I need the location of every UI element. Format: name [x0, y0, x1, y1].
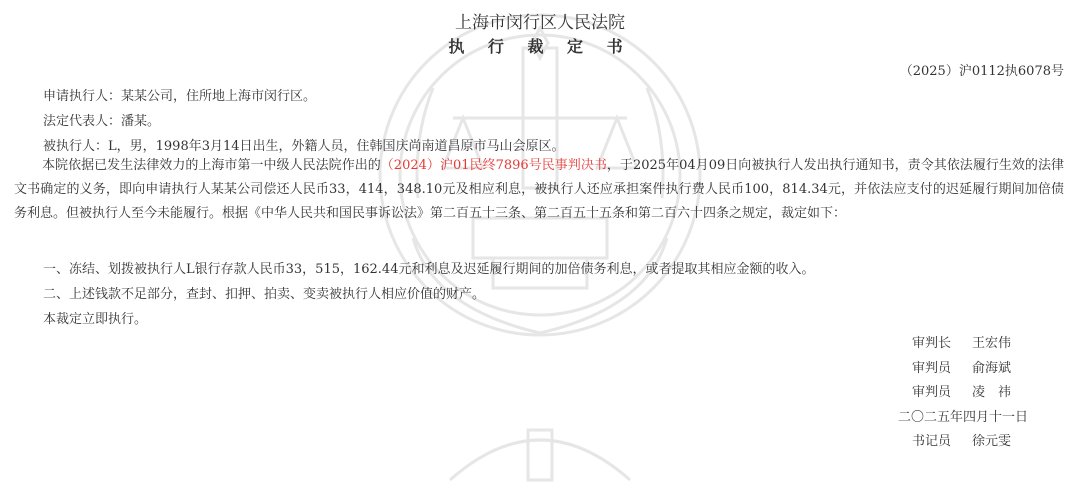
body-text-1: 本院依据已发生法律效力的上海市第一中级人民法院作出的	[42, 158, 381, 173]
court-name: 上海市闵行区人民法院	[455, 13, 625, 33]
legal-rep-line: 法定代表人：潘某。	[43, 114, 161, 129]
clerk-row	[912, 430, 1028, 449]
signatory-name: 俞海斌	[972, 361, 1012, 376]
clerk-name: 徐元雯	[972, 434, 1012, 449]
document-type: 执 行 裁 定 书	[448, 37, 632, 56]
signatory-row	[912, 381, 1028, 400]
signatory-name: 凌 祎	[972, 385, 1012, 400]
signatory-name: 王宏伟	[972, 336, 1012, 351]
ruling-item-2: 二、上述钱款不足部分，查封、扣押、拍卖、变卖被执行人相应价值的财产。	[43, 287, 486, 302]
ruling-item-1: 一、冻结、划拨被执行人L银行存款人民币33，515，162.44元和利息及迟延履行期间的加倍债务利息，或者提取其相应金额的收入。	[43, 262, 815, 277]
body-paragraph	[14, 154, 1064, 227]
signatory-row	[912, 357, 1028, 376]
signatory-role: 审判员	[912, 361, 952, 376]
judgment-reference: （2024）沪01民终7896号民事判决书	[380, 158, 607, 173]
signatory-role: 审判长	[912, 336, 952, 351]
applicant-line: 申请执行人：某某公司，住所地上海市闵行区。	[43, 89, 317, 104]
respondent-line: 被执行人：L，男，1998年3月14日出生，外籍人员，住韩国庆尚南道昌原市马山会原区。	[43, 139, 565, 154]
ruling-effect: 本裁定立即执行。	[43, 312, 148, 327]
signatory-role: 审判员	[912, 385, 952, 400]
clerk-role: 书记员	[912, 434, 952, 449]
ruling-date: 二〇二五年四月十一日	[897, 410, 1028, 425]
signatory-row	[912, 332, 1028, 351]
court-emblem-watermark-lower	[440, 410, 640, 490]
case-number: （2025）沪0112执6078号	[899, 64, 1064, 79]
body-text-2: ，于2025年04月09日向被执行人发出执行通知书，责令其依法履行生效的法律文书确定的义务，即向申请执行人某某公司偿还人民币33，414，348.10元及相应利息，被执行人还应承担案件执行费人民币100，814.34元，并依法应支付的迟延履行期间加倍债务利息。但被执行人至今未能履行。根据《中华人民共和国民事诉讼法》第二百五十三条、第二百五十五条和第二百六十四条之规定，裁定如下：	[14, 158, 1064, 222]
